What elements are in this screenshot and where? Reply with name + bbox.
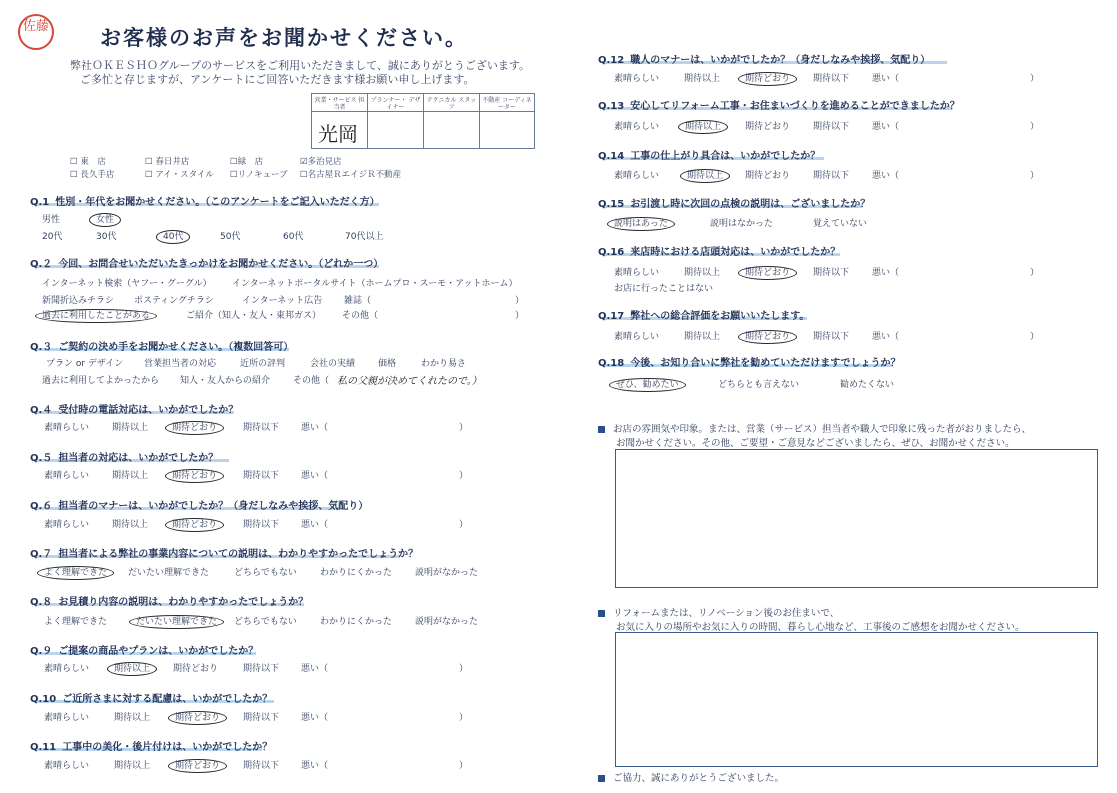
option[interactable]: 悪い（ xyxy=(872,74,900,84)
option[interactable]: 期待以下 xyxy=(243,664,280,674)
option[interactable]: だいたい理解できた xyxy=(128,568,210,578)
option[interactable]: 素晴らしい xyxy=(614,74,660,84)
option[interactable]: 素晴らしい xyxy=(614,171,660,181)
question-7: Q.７ 担当者による弊社の事業内容についての説明は、わかりやすかったでしょうか？ xyxy=(30,549,419,560)
option[interactable]: 素晴らしい xyxy=(614,332,660,342)
option-selected[interactable]: よく理解できた xyxy=(44,565,114,578)
store-checkbox[interactable]: ☐ 春日井店 xyxy=(145,157,190,167)
option[interactable]: ポスティングチラシ xyxy=(134,296,214,306)
option[interactable]: 説明がなかった xyxy=(415,617,479,627)
question-12: Q.12 職人のマナーは、いかがでしたか？（身だしなみや挨拶、気配り） xyxy=(598,55,931,66)
option[interactable]: 期待以上 xyxy=(112,520,149,530)
option[interactable]: よく理解できた xyxy=(44,617,108,627)
thanks-line: ご協力、誠にありがとうございました。 xyxy=(598,770,784,784)
question-6: Q.６ 担当者のマナーは、いかがでしたか？（身だしなみや挨拶、気配り） xyxy=(30,501,369,512)
option-selected[interactable]: 期待以上 xyxy=(687,168,730,181)
comment-prompt-1b: お聞かせください。その他、ご要望・ご意見などございましたら、ぜひ、お聞かせください。 xyxy=(616,438,1015,449)
option[interactable]: 期待以下 xyxy=(243,471,280,481)
store-checkbox[interactable]: ☐緑 店 xyxy=(230,157,264,167)
question-13: Q.13 安心してリフォーム工事・お住まいづくりを進めることができましたか？ xyxy=(598,101,960,112)
option[interactable]: 素晴らしい xyxy=(44,713,90,723)
option[interactable]: 覚えていない xyxy=(813,219,868,229)
option[interactable]: 悪い（ xyxy=(872,332,900,342)
option[interactable]: 期待どおり xyxy=(745,122,791,132)
store-checkbox[interactable]: ☐ アイ・スタイル xyxy=(145,170,214,180)
intro-line-1: 弊社ＯＫＥＳＨＯグループのサービスをご利用いただきまして、誠にありがとうございます。 xyxy=(70,59,531,72)
question-15: Q.15 お引渡し時に次回の点検の説明は、ございましたか？ xyxy=(598,199,871,210)
page-title: お客様のお声をお聞かせください。 xyxy=(100,26,468,50)
staff-header-planner: プランナー・ デザイナー xyxy=(368,94,424,112)
staff-header-realestate: 不動産 コーディネーター xyxy=(480,94,534,112)
option[interactable]: 営業担当者の対応 xyxy=(144,359,217,369)
paren-close: ） xyxy=(459,520,469,530)
option[interactable]: インターネットポータルサイト（ホームプロ・スーモ・アットホーム） xyxy=(232,279,518,289)
option-selected[interactable]: 期待どおり xyxy=(745,265,797,278)
store-checkbox[interactable]: ☐ 東 店 xyxy=(70,157,106,167)
option[interactable]: 期待以下 xyxy=(243,761,280,771)
store-checkbox-checked[interactable]: ☑多治見店 xyxy=(300,157,342,167)
option-selected[interactable]: だいたい理解できた xyxy=(136,614,224,627)
comment-prompt-2b: お気に入りの場所やお気に入りの時間、暮らし心地など、工事後のご感想をお聞かせください。 xyxy=(616,622,1025,633)
option-selected[interactable]: 過去に利用したことがある xyxy=(42,308,157,321)
option[interactable]: 雑誌（ xyxy=(344,296,372,306)
option[interactable]: お店に行ったことはない xyxy=(614,284,714,294)
question-3: Q.３ ご契約の決め手をお聞かせください。（複数回答可） xyxy=(30,342,294,353)
comment-box-1[interactable] xyxy=(615,449,1098,588)
option[interactable]: 男性 xyxy=(42,215,61,225)
option[interactable]: 期待以上 xyxy=(684,332,721,342)
option[interactable]: 期待以上 xyxy=(112,423,149,433)
option[interactable]: 知人・友人からの紹介 xyxy=(180,376,271,386)
staff-header-technical: テクニカル スタッフ xyxy=(424,94,480,112)
option[interactable]: 期待以下 xyxy=(813,122,850,132)
option[interactable]: 勧めたくない xyxy=(840,380,895,390)
option[interactable]: 期待以上 xyxy=(112,471,149,481)
square-bullet-icon xyxy=(598,426,605,433)
option[interactable]: 50代 xyxy=(220,232,241,242)
option-selected[interactable]: 期待以上 xyxy=(685,119,728,132)
question-14: Q.14 工事の仕上がり具合は、いかがでしたか？ xyxy=(598,151,821,162)
paren-close: ） xyxy=(1030,268,1040,278)
option[interactable]: その他（ xyxy=(342,311,379,321)
option-selected[interactable]: 期待どおり xyxy=(175,710,227,723)
option-selected[interactable]: 期待どおり xyxy=(172,517,224,530)
option[interactable]: 期待以上 xyxy=(114,761,151,771)
option-selected[interactable]: 期待どおり xyxy=(172,468,224,481)
option[interactable]: 期待以上 xyxy=(684,268,721,278)
question-10: Q.10 ご近所さまに対する配慮は、いかがでしたか？ xyxy=(30,694,273,705)
square-bullet-icon xyxy=(598,610,605,617)
paren-close: ） xyxy=(1030,332,1040,342)
option-selected[interactable]: 説明はあった xyxy=(614,216,675,229)
option[interactable]: その他（ xyxy=(293,376,330,386)
option[interactable]: 悪い（ xyxy=(301,520,329,530)
option[interactable]: 悪い（ xyxy=(872,268,900,278)
option[interactable]: インターネット広告 xyxy=(242,296,323,306)
paren-close: ） xyxy=(1030,122,1040,132)
paren-close: ） xyxy=(1030,74,1040,84)
option[interactable]: 悪い（ xyxy=(301,664,329,674)
option-selected[interactable]: 期待どおり xyxy=(172,420,224,433)
option[interactable]: 説明はなかった xyxy=(710,219,774,229)
paren-close: ） xyxy=(515,311,525,321)
option-selected[interactable]: 40代 xyxy=(163,229,190,242)
paren-close: ） xyxy=(1030,171,1040,181)
option[interactable]: 20代 xyxy=(42,232,63,242)
name-stamp: 佐藤 xyxy=(18,14,54,50)
option[interactable]: 期待以下 xyxy=(243,520,280,530)
square-bullet-icon xyxy=(598,775,605,782)
option[interactable]: 30代 xyxy=(96,232,117,242)
option[interactable]: 期待以下 xyxy=(813,332,850,342)
option[interactable]: 会社の実績 xyxy=(310,359,356,369)
question-8: Q.８ お見積り内容の説明は、わかりやすかったでしょうか？ xyxy=(30,597,309,608)
option[interactable]: 素晴らしい xyxy=(44,520,90,530)
option[interactable]: 期待以下 xyxy=(813,268,850,278)
option[interactable]: 期待以上 xyxy=(114,713,151,723)
option[interactable]: インターネット検索（ヤフー・グーグル） xyxy=(42,279,212,289)
option[interactable]: どちらでもない xyxy=(234,617,297,627)
option[interactable]: どちらとも言えない xyxy=(718,380,800,390)
option[interactable]: 近所の評判 xyxy=(240,359,286,369)
option-selected[interactable]: 期待どおり xyxy=(745,329,797,342)
option[interactable]: 過去に利用してよかったから xyxy=(42,376,160,386)
paren-close: ） xyxy=(459,713,469,723)
option[interactable]: 期待どおり xyxy=(173,664,219,674)
question-5: Q.５ 担当者の対応は、いかがでしたか？ xyxy=(30,453,219,464)
option-selected[interactable]: 期待どおり xyxy=(745,71,797,84)
option[interactable]: 期待以上 xyxy=(684,74,721,84)
question-9: Q.９ ご提案の商品やプランは、いかがでしたか？ xyxy=(30,646,259,657)
option[interactable]: 悪い（ xyxy=(301,423,329,433)
option[interactable]: 70代以上 xyxy=(345,232,384,242)
intro-line-2: ご多忙と存じますが、アンケートにご回答いただきます様お願い申し上げます。 xyxy=(80,73,475,86)
option-selected[interactable]: ぜひ、勧めたい xyxy=(616,377,686,390)
store-checkbox[interactable]: ☐ 長久手店 xyxy=(70,170,115,180)
option-selected[interactable]: 期待以上 xyxy=(114,661,157,674)
comment-box-2[interactable] xyxy=(615,632,1098,767)
paren-close: ） xyxy=(459,761,469,771)
option[interactable]: 素晴らしい xyxy=(44,471,90,481)
option[interactable]: 説明がなかった xyxy=(415,568,479,578)
option[interactable]: 悪い（ xyxy=(872,171,900,181)
option[interactable]: わかりにくかった xyxy=(320,617,393,627)
option[interactable]: 悪い（ xyxy=(301,713,329,723)
paren-close: ） xyxy=(515,296,525,306)
question-17: Q.17 弊社への総合評価をお願いいたします。 xyxy=(598,311,810,322)
store-checkbox[interactable]: ☐名古屋ＲエイジＲ不動産 xyxy=(300,170,402,180)
option-selected[interactable]: 女性 xyxy=(96,212,121,225)
option[interactable]: 悪い（ xyxy=(872,122,900,132)
signature-technical[interactable] xyxy=(424,112,480,148)
option[interactable]: 素晴らしい xyxy=(44,423,90,433)
option[interactable]: 期待どおり xyxy=(745,171,791,181)
option[interactable]: 期待以下 xyxy=(243,423,280,433)
option-selected[interactable]: 期待どおり xyxy=(175,758,227,771)
question-4: Q.４ 受付時の電話対応は、いかがでしたか？ xyxy=(30,405,239,416)
comment-prompt-1: お店の雰囲気や印象。または、営業（サービス）担当者や職人で印象に残った者がおりましたら、 xyxy=(598,421,1031,435)
paren-close: ） xyxy=(459,471,469,481)
option[interactable]: 悪い（ xyxy=(301,471,329,481)
paren-close: ） xyxy=(459,664,469,674)
option[interactable]: ご紹介（知人・友人・東邦ガス） xyxy=(186,311,322,321)
option[interactable]: 価格 xyxy=(378,359,397,369)
option[interactable]: わかり易さ xyxy=(421,359,467,369)
question-16: Q.16 来店時における店頭対応は、いかがでしたか？ xyxy=(598,247,841,258)
option[interactable]: プラン or デザイン xyxy=(46,359,124,369)
option[interactable]: 素晴らしい xyxy=(44,761,90,771)
option[interactable]: 素晴らしい xyxy=(614,122,660,132)
question-1: Q.1 性別・年代をお聞かせください。（このアンケートをご記入いただく方） xyxy=(30,197,380,208)
option[interactable]: 新聞折込みチラシ xyxy=(42,296,115,306)
option[interactable]: 期待以下 xyxy=(813,171,850,181)
question-11: Q.11 工事中の美化・後片付けは、いかがでしたか？ xyxy=(30,742,273,753)
question-18: Q.18 今後、お知り合いに弊社を勧めていただけますでしょうか？ xyxy=(598,358,901,369)
signature-planner[interactable] xyxy=(368,112,424,148)
option[interactable]: 60代 xyxy=(283,232,304,242)
staff-header-sales: 営業・サービス 担当者 xyxy=(312,94,368,112)
signature-sales: 光岡 xyxy=(312,112,368,148)
question-2: Q.２ 今回、お問合せいただいたきっかけをお聞かせください。（どれか一つ） xyxy=(30,259,384,270)
option[interactable]: 素晴らしい xyxy=(614,268,660,278)
comment-prompt-2: リフォームまたは、リノベーション後のお住まいで、 xyxy=(598,605,839,619)
option[interactable]: 悪い（ xyxy=(301,761,329,771)
option[interactable]: 期待以下 xyxy=(813,74,850,84)
option[interactable]: どちらでもない xyxy=(234,568,297,578)
signature-realestate[interactable] xyxy=(480,112,534,148)
paren-close: ） xyxy=(459,423,469,433)
option[interactable]: わかりにくかった xyxy=(320,568,393,578)
option[interactable]: 期待以下 xyxy=(243,713,280,723)
store-checkbox[interactable]: ☐リノキューブ xyxy=(230,170,288,180)
option[interactable]: 素晴らしい xyxy=(44,664,90,674)
staff-table xyxy=(311,93,535,149)
handwritten-note: 私の父親が決めてくれたので。） xyxy=(337,376,482,387)
